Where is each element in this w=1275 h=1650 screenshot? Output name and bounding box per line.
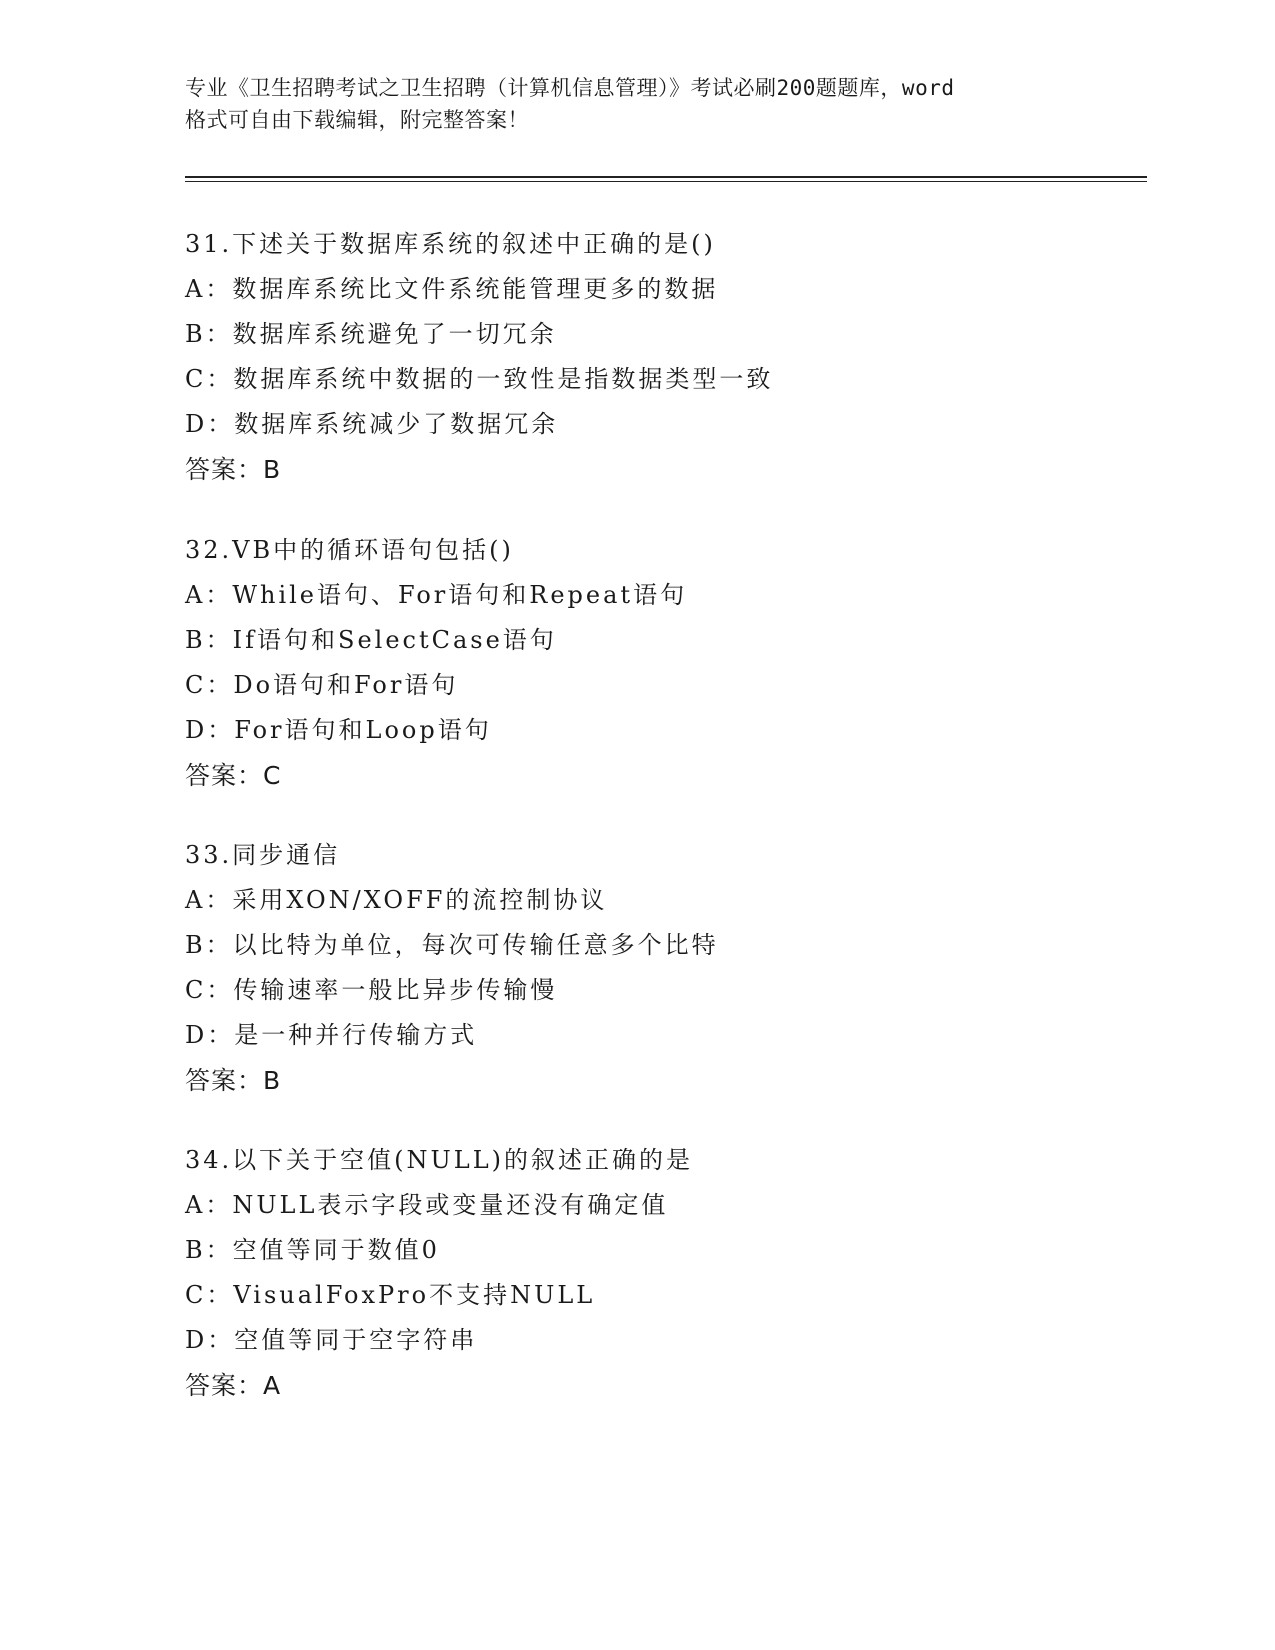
question-stem: 34.以下关于空值(NULL)的叙述正确的是 [185, 1146, 693, 1174]
answer: 答案：C [185, 761, 282, 790]
option-b: B：If语句和SelectCase语句 [185, 626, 557, 654]
question-31 [185, 222, 1105, 492]
option-a: A：采用XON/XOFF的流控制协议 [185, 886, 608, 914]
document-header [185, 72, 1105, 136]
question-32 [185, 528, 1105, 798]
option-c: C：传输速率一般比异步传输慢 [185, 976, 558, 1004]
option-d: D：是一种并行传输方式 [185, 1021, 478, 1049]
option-c: C：Do语句和For语句 [185, 671, 459, 699]
question-stem: 33.同步通信 [185, 841, 341, 869]
question-34 [185, 1138, 1105, 1408]
option-d: D：空值等同于空字符串 [185, 1326, 478, 1354]
option-b: B：空值等同于数值0 [185, 1236, 440, 1264]
question-stem: 31.下述关于数据库系统的叙述中正确的是() [185, 230, 716, 258]
answer: 答案：B [185, 455, 282, 484]
header-divider [185, 176, 1147, 182]
option-d: D：For语句和Loop语句 [185, 716, 492, 744]
option-c: C：数据库系统中数据的一致性是指数据类型一致 [185, 365, 774, 393]
option-a: A：NULL表示字段或变量还没有确定值 [185, 1191, 669, 1219]
option-c: C：VisualFoxPro不支持NULL [185, 1281, 596, 1309]
question-33 [185, 833, 1105, 1103]
answer: 答案：A [185, 1371, 282, 1400]
option-a: A：While语句、For语句和Repeat语句 [185, 581, 688, 609]
answer: 答案：B [185, 1066, 282, 1095]
header-line-2: 格式可自由下载编辑，附完整答案！ [185, 108, 529, 132]
option-d: D：数据库系统减少了数据冗余 [185, 410, 559, 438]
option-b: B：以比特为单位，每次可传输任意多个比特 [185, 931, 719, 959]
option-b: B：数据库系统避免了一切冗余 [185, 320, 557, 348]
question-stem: 32.VB中的循环语句包括() [185, 536, 514, 564]
header-line-1: 专业《卫生招聘考试之卫生招聘（计算机信息管理）》考试必刷200题题库，word [185, 76, 955, 100]
option-a: A：数据库系统比文件系统能管理更多的数据 [185, 275, 719, 303]
